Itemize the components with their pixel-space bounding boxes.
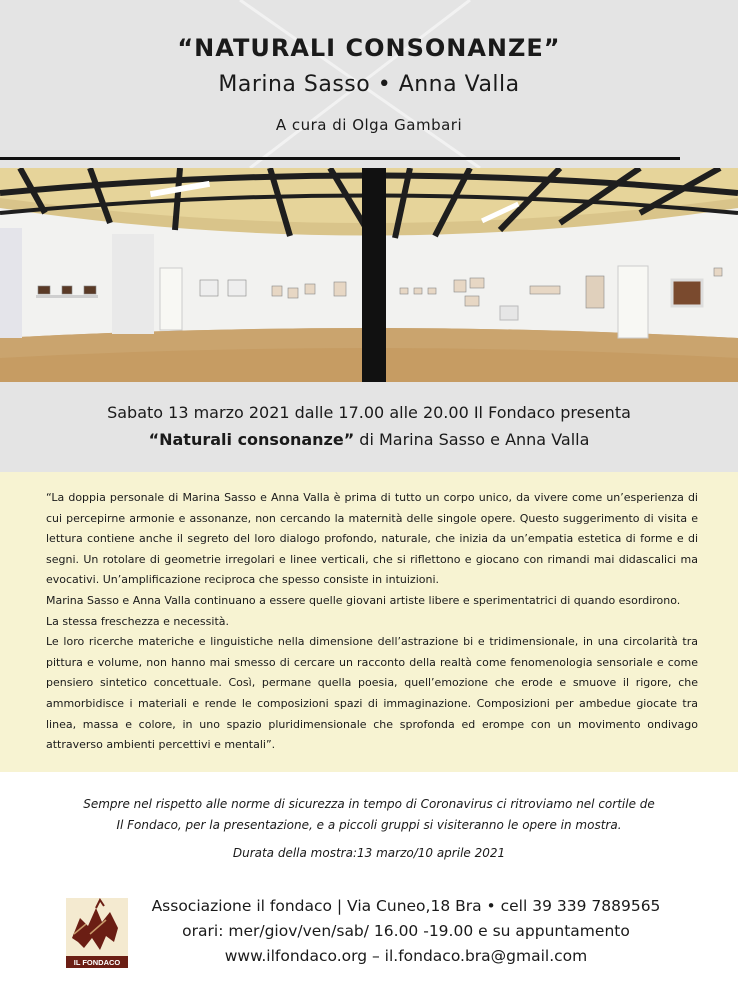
contact-hours: orari: mer/giov/ven/sab/ 16.00 -19.00 e su appuntamento	[182, 922, 630, 940]
exhibition-duration: Durata della mostra:13 marzo/10 aprile 2021	[232, 846, 506, 860]
curator-line: A cura di Olga Gambari	[275, 116, 463, 134]
logo-text: IL FONDACO	[73, 958, 121, 967]
contact-address: Associazione il fondaco | Via Cuneo,18 Bra • cell 39 339 7889565	[151, 897, 661, 915]
critic-paragraph: La stessa freschezza e necessità.	[46, 614, 229, 628]
header-band	[0, 0, 738, 168]
critic-text	[46, 488, 698, 756]
notice-line: Sempre nel rispetto alle norme di sicurezza in tempo di Coronavirus ci ritroviamo nel cortile de	[83, 797, 655, 811]
covid-notice	[0, 794, 738, 836]
contact-web-email[interactable]: www.ilfondaco.org – il.fondaco.bra@gmail.com	[224, 947, 588, 965]
critic-text-band	[0, 472, 738, 772]
event-band	[0, 382, 738, 472]
artists-names: Marina Sasso • Anna Valla	[218, 72, 520, 97]
event-title-rest: di Marina Sasso e Anna Valla	[354, 430, 590, 449]
header-rule	[0, 157, 680, 160]
notice-line: Il Fondaco, per la presentazione, e a piccoli gruppi si visiteranno le opere in mostra.	[116, 818, 622, 832]
critic-paragraph: “La doppia personale di Marina Sasso e Anna Valla è prima di tutto un corpo unico, da vivere come un’esperienza di cui percepirne armonie e assonanze, non cercando la maternità delle singole opere. Questo suggerimento di visita e lettura contiene anche il segreto del loro dialogo profondo, naturale, che inizia da un’empatia estetica di forme e di segni. Un rotolare di geometrie irregolari e linee verticali, che si riflettono e giocano con rimandi mai didascalici ma evocativi. Un’amplificazione reciproca che spesso consiste in intuizioni.	[46, 491, 698, 587]
event-date-line: Sabato 13 marzo 2021 dalle 17.00 alle 20.00 Il Fondaco presenta	[107, 403, 631, 422]
contact-info	[146, 894, 666, 969]
critic-paragraph: Le loro ricerche materiche e linguistiche nella dimensione dell’astrazione bi e tridimensionale, in una circolarità tra pittura e volume, non hanno mai smesso di cercare un racconto della realtà come fenomenologia sensoriale e come pensiero sintetico concettuale. Così, permane quella poesia, quell’emozione che erode e smuove il rigore, che ammorbidisce i materiali e rende le composizioni spazi di immaginazione. Composizioni per ambedue giocate tra linea, massa e colore, in uno spazio pluridimensionale che sprofonda ed erompe con un movimento ondivago attraverso ambienti percettivi e mentali”.	[46, 635, 698, 752]
gallery-panorama-image	[0, 168, 738, 382]
exhibition-title: “NATURALI CONSONANZE”	[177, 34, 561, 62]
il-fondaco-logo	[66, 898, 128, 968]
event-title-bold: “Naturali consonanze”	[148, 430, 355, 449]
event-title-line	[0, 430, 738, 449]
critic-paragraph: Marina Sasso e Anna Valla continuano a essere quelle giovani artiste libere e sperimentatrici di quando esordirono.	[46, 593, 681, 607]
